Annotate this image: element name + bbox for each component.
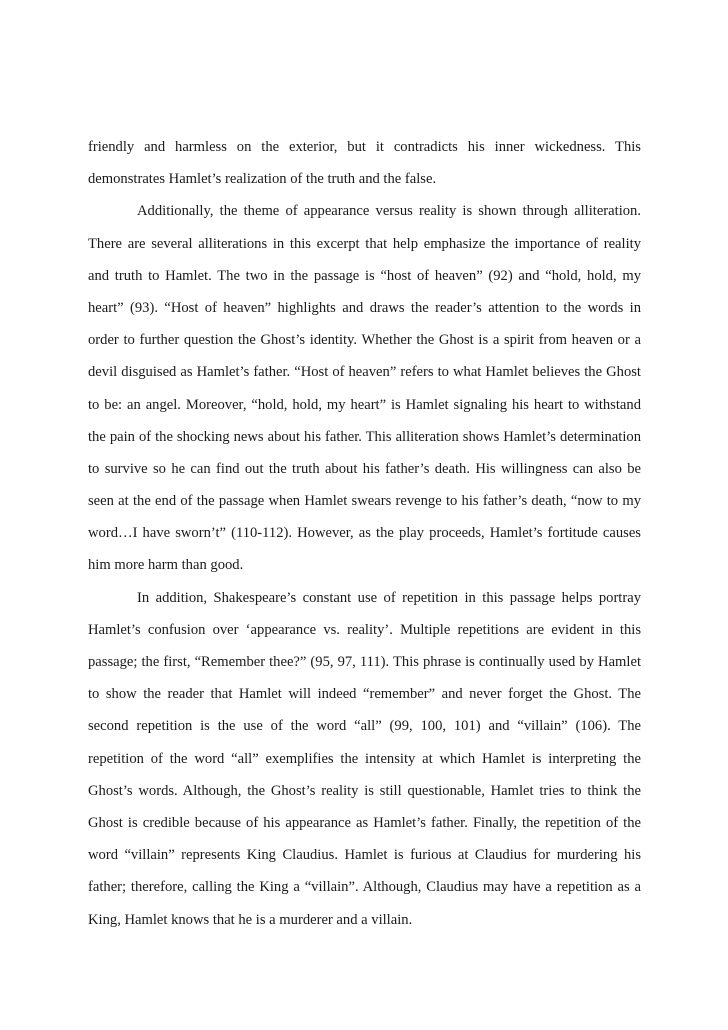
text-line: second repetition is the use of the word “all” (99, 100, 101) and “villain” (106). The [88,718,641,735]
text-line: Hamlet’s confusion over ‘appearance vs. reality’. Multiple repetitions are evident in this [88,621,641,638]
text-line: him more harm than good. [88,557,244,574]
text-line: King, Hamlet knows that he is a murderer and a villain. [88,911,413,928]
text-line: repetition of the word “all” exemplifies the intensity at which Hamlet is interpreting the [88,750,641,767]
paragraph-repetition [88,582,641,936]
text-line: and truth to Hamlet. The two in the passage is “host of heaven” (92) and “hold, hold, my [88,267,641,284]
text-line: order to further question the Ghost’s identity. Whether the Ghost is a spirit from heaven or a [88,332,641,349]
paragraph-continuation [88,131,641,195]
essay-body [88,131,641,936]
text-line: word…I have sworn’t” (110-112). However, as the play proceeds, Hamlet’s fortitude causes [88,525,641,542]
text-line: to survive so he can find out the truth about his father’s death. His willingness can also be [88,460,641,477]
text-line: to be: an angel. Moreover, “hold, hold, my heart” is Hamlet signaling his heart to withstand [88,396,641,413]
text-line: In addition, Shakespeare’s constant use of repetition in this passage helps portray [137,589,641,606]
text-line: seen at the end of the passage when Hamlet swears revenge to his father’s death, “now to my [88,493,641,510]
text-line: Additionally, the theme of appearance versus reality is shown through alliteration. [137,203,641,220]
text-line: Ghost is credible because of his appearance as Hamlet’s father. Finally, the repetition of the [88,814,641,831]
text-line: Ghost’s words. Although, the Ghost’s reality is still questionable, Hamlet tries to think the [88,782,641,799]
text-line: father; therefore, calling the King a “villain”. Although, Claudius may have a repetition as a [88,879,641,896]
text-line: the pain of the shocking news about his father. This alliteration shows Hamlet’s determination [88,428,641,445]
text-line: passage; the first, “Remember thee?” (95, 97, 111). This phrase is continually used by Hamlet [88,654,641,670]
text-line: There are several alliterations in this excerpt that help emphasize the importance of reality [88,235,641,252]
text-line: devil disguised as Hamlet’s father. “Host of heaven” refers to what Hamlet believes the Ghost [88,364,641,381]
text-line: word “villain” represents King Claudius. Hamlet is furious at Claudius for murdering his [88,847,641,864]
paragraph-alliteration [88,195,641,581]
text-line: to show the reader that Hamlet will indeed “remember” and never forget the Ghost. The [88,686,641,703]
text-line: friendly and harmless on the exterior, but it contradicts his inner wickedness. This [88,139,641,155]
text-line: heart” (93). “Host of heaven” highlights and draws the reader’s attention to the words in [88,299,641,316]
text-line: demonstrates Hamlet’s realization of the truth and the false. [88,171,437,188]
